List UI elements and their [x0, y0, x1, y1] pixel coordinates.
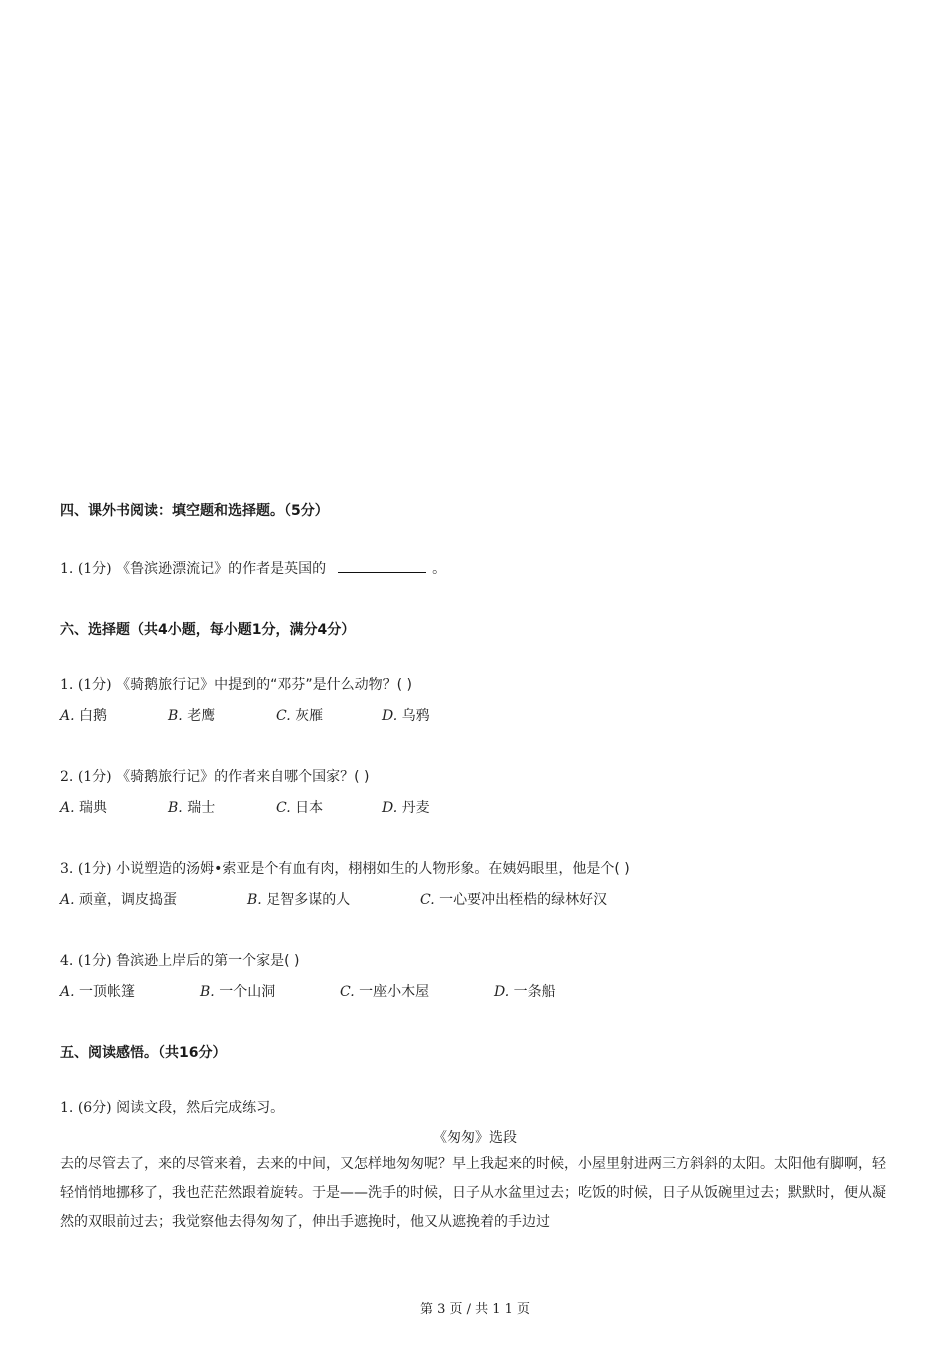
question-6-3 [60, 858, 630, 878]
question-text-end: 。 [432, 561, 447, 577]
option-text: 白鹅 [79, 708, 108, 724]
option-letter: A. [60, 984, 75, 1000]
question-number: 1. [60, 677, 74, 693]
passage-text: 去的尽管去了，来的尽管来着，去来的中间，又怎样地匆匆呢？早上我起来的时候，小屋里射进两三方斜斜的太阳。太阳他有脚啊，轻轻悄悄地挪移了，我也茫茫然跟着旋转。于是——洗手的时候，日子从水盆里过去；吃饭的时候，日子从饭碗里过去；默默时，便从凝然的双眼前过去；我觉察他去得匆匆了，伸出手遮挽时，他又从遮挽着的手边过 [60, 1156, 886, 1230]
question-4-1 [60, 558, 446, 578]
option-c[interactable] [420, 889, 607, 909]
option-a[interactable] [60, 705, 107, 725]
option-a[interactable] [60, 981, 135, 1001]
option-b[interactable] [247, 889, 350, 909]
option-text: 丹麦 [401, 800, 430, 816]
option-letter: D. [494, 984, 510, 1000]
option-text: 顽童，调皮捣蛋 [79, 892, 178, 908]
option-letter: A. [60, 708, 75, 724]
passage-title: 《匆匆》选段 [433, 1130, 517, 1146]
option-text: 瑞典 [79, 800, 108, 816]
option-d[interactable] [382, 705, 430, 725]
option-letter: C. [340, 984, 355, 1000]
option-text: 老鹰 [187, 708, 216, 724]
page-number-footer: 第 3 页 / 共 1 1 页 [419, 1302, 531, 1317]
question-text: 阅读文段，然后完成练习。 [116, 1100, 285, 1116]
question-score: (6分) [77, 1100, 112, 1116]
option-letter: B. [168, 800, 183, 816]
option-a[interactable] [60, 889, 177, 909]
option-c[interactable] [276, 705, 323, 725]
option-d[interactable] [494, 981, 556, 1001]
question-6-2 [60, 766, 369, 786]
section-title-choice: 六、选择题（共4小题，每小题1分，满分4分） [60, 622, 356, 638]
option-c[interactable] [276, 797, 323, 817]
question-number: 3. [60, 861, 74, 877]
option-b[interactable] [168, 797, 215, 817]
option-letter: B. [200, 984, 215, 1000]
option-text: 灰雁 [295, 708, 324, 724]
answer-blank[interactable] [338, 558, 426, 573]
option-text: 瑞士 [187, 800, 216, 816]
question-number: 1. [60, 561, 74, 577]
option-text: 乌鸦 [401, 708, 430, 724]
option-text: 一顶帐篷 [79, 984, 136, 1000]
question-6-1 [60, 674, 412, 694]
option-text: 一个山洞 [219, 984, 276, 1000]
option-letter: B. [247, 892, 262, 908]
question-score: (1分) [77, 677, 112, 693]
option-text: 一心要冲出桎梏的绿林好汉 [439, 892, 608, 908]
section-title-reading-extracurricular: 四、课外书阅读：填空题和选择题。（5分） [60, 503, 329, 519]
question-text: 《骑鹅旅行记》的作者来自哪个国家？( ) [116, 769, 370, 785]
option-letter: A. [60, 800, 75, 816]
option-text: 一条船 [513, 984, 556, 1000]
question-score: (1分) [77, 953, 112, 969]
option-letter: D. [382, 708, 398, 724]
question-score: (1分) [77, 769, 112, 785]
option-a[interactable] [60, 797, 107, 817]
option-text: 日本 [295, 800, 324, 816]
option-letter: D. [382, 800, 398, 816]
question-number: 1. [60, 1100, 74, 1116]
option-text: 足智多谋的人 [266, 892, 351, 908]
question-score: (1分) [77, 861, 112, 877]
question-5-1 [60, 1097, 284, 1117]
option-letter: C. [276, 708, 291, 724]
option-d[interactable] [382, 797, 430, 817]
question-text: 《鲁滨逊漂流记》的作者是英国的 [116, 561, 327, 577]
option-letter: C. [276, 800, 291, 816]
option-b[interactable] [200, 981, 275, 1001]
question-text: 《骑鹅旅行记》中提到的“邓芬”是什么动物？( ) [116, 677, 412, 693]
option-letter: C. [420, 892, 435, 908]
question-number: 4. [60, 953, 74, 969]
option-text: 一座小木屋 [359, 984, 430, 1000]
option-letter: B. [168, 708, 183, 724]
question-text: 小说塑造的汤姆•索亚是个有血有肉，栩栩如生的人物形象。在姨妈眼里，他是个( ) [116, 861, 630, 877]
question-text: 鲁滨逊上岸后的第一个家是( ) [116, 953, 300, 969]
section-title-reading-comprehension: 五、阅读感悟。（共16分） [60, 1045, 227, 1061]
question-score: (1分) [77, 561, 112, 577]
option-b[interactable] [168, 705, 215, 725]
option-letter: A. [60, 892, 75, 908]
question-number: 2. [60, 769, 74, 785]
question-6-4 [60, 950, 299, 970]
option-c[interactable] [340, 981, 429, 1001]
